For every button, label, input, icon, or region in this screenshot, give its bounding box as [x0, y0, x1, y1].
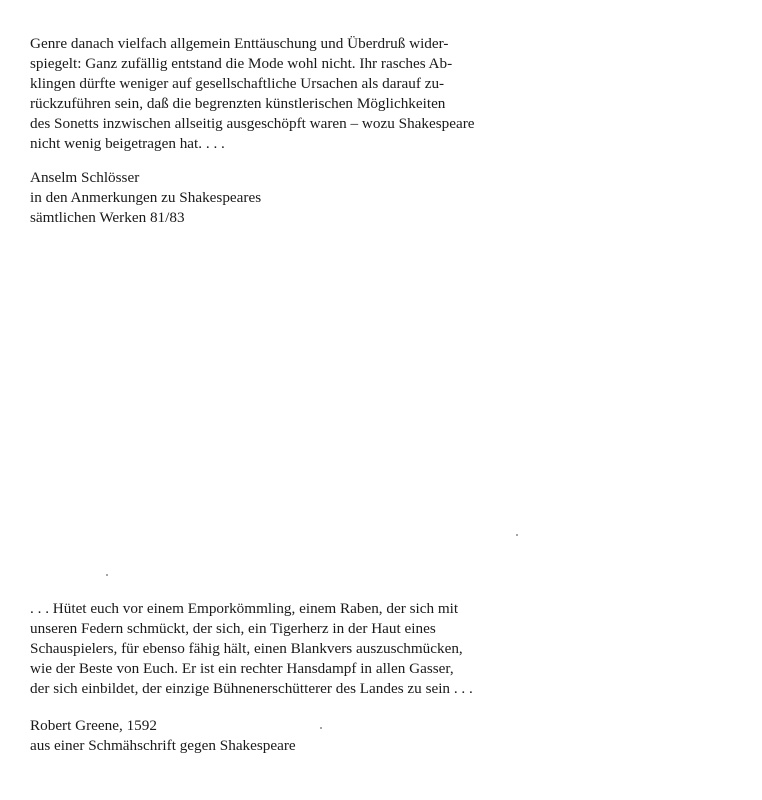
attribution-line: in den Anmerkungen zu Shakespeares: [30, 189, 262, 206]
attribution-author: Anselm Schlösser: [30, 169, 140, 186]
top-quote-attribution: [30, 168, 261, 228]
text-line: der sich einbildet, der einzige Bühnenerschütterer des Landes zu sein . . .: [30, 680, 473, 697]
text-line: klingen dürfte weniger auf gesellschaftliche Ursachen als darauf zu-: [30, 75, 445, 92]
text-line: rückzuführen sein, daß die begrenzten künstlerischen Möglichkeiten: [30, 95, 446, 112]
attribution-line: aus einer Schmähschrift gegen Shakespeare: [30, 737, 296, 754]
attribution-author: Robert Greene, 1592: [30, 717, 157, 734]
text-line: spiegelt: Ganz zufällig entstand die Mode wohl nicht. Ihr rasches Ab-: [30, 55, 453, 72]
text-line: . . . Hütet euch vor einem Emporkömmling, einem Raben, der sich mit: [30, 600, 459, 617]
scan-speck: [106, 574, 108, 576]
text-line: Genre danach vielfach allgemein Enttäuschung und Überdruß wider-: [30, 35, 449, 52]
text-line: unseren Federn schmückt, der sich, ein Tigerherz in der Haut eines: [30, 620, 436, 637]
text-line: nicht wenig beigetragen hat. . . .: [30, 135, 225, 152]
bottom-quote-passage: [30, 599, 473, 699]
attribution-line: sämtlichen Werken 81/83: [30, 209, 185, 226]
top-quote-passage: [30, 34, 475, 154]
text-line: Schauspielers, für ebenso fähig hält, einen Blankvers auszuschmücken,: [30, 640, 463, 657]
bottom-quote-attribution: [30, 716, 296, 756]
text-line: des Sonetts inzwischen allseitig ausgeschöpft waren – wozu Shakespeare: [30, 115, 475, 132]
scan-speck: [320, 727, 322, 729]
scan-speck: [516, 534, 518, 536]
text-line: wie der Beste von Euch. Er ist ein rechter Hansdampf in allen Gasser,: [30, 660, 454, 677]
